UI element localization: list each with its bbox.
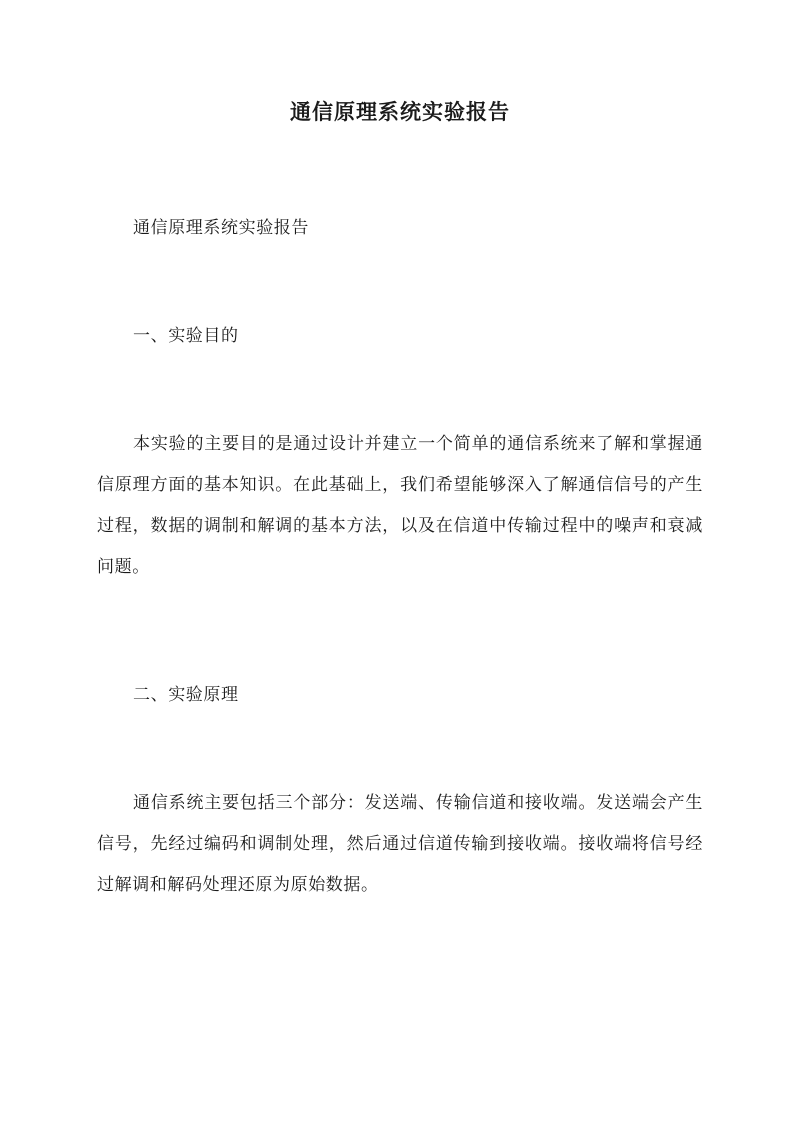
section-body-purpose: 本实验的主要目的是通过设计并建立一个简单的通信系统来了解和掌握通信原理方面的基本知识。在此基础上，我们希望能够深入了解通信信号的产生过程，数据的调制和解调的基本方法，以及在信道中传输过程中的噪声和衰减问题。 [97, 434, 703, 577]
document-subtitle: 通信原理系统实验报告 [133, 218, 309, 238]
section-body-principle: 通信系统主要包括三个部分：发送端、传输信道和接收端。发送端会产生信号，先经过编码和调制处理，然后通过信道传输到接收端。接收端将信号经过解调和解码处理还原为原始数据。 [97, 793, 703, 895]
section-heading-principle: 二、实验原理 [133, 685, 239, 705]
document-title: 通信原理系统实验报告 [290, 99, 510, 124]
section-heading-purpose: 一、实验目的 [133, 326, 239, 346]
